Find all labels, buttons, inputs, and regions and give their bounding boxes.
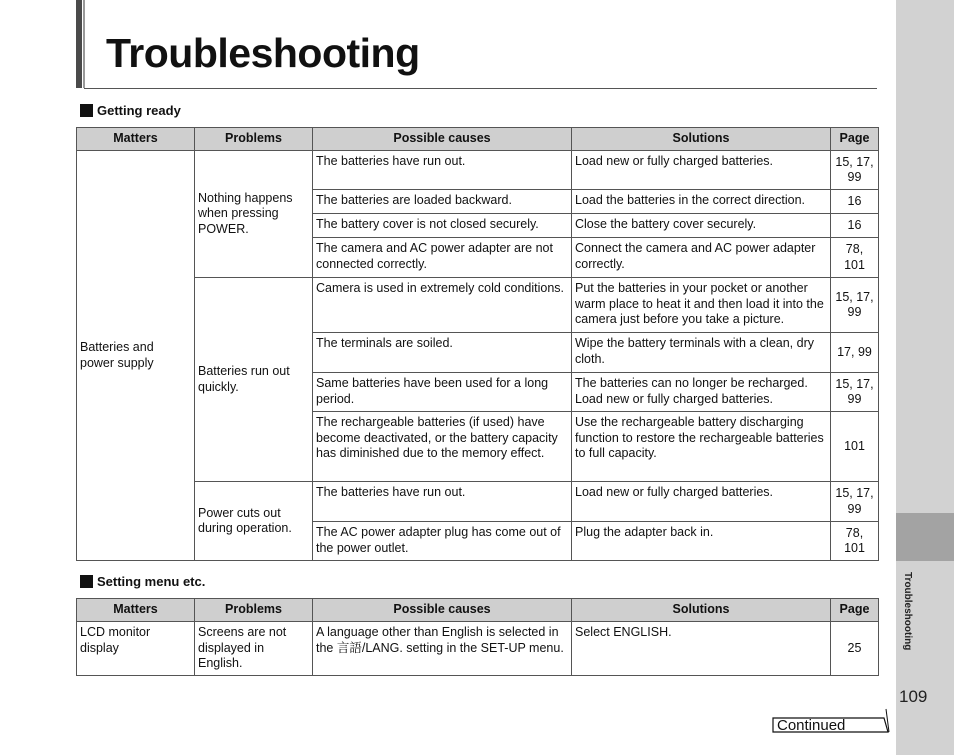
page-cell: 101: [831, 412, 879, 482]
cause-cell: The AC power adapter plug has come out of the power outlet.: [313, 522, 572, 561]
cause-cell: The batteries are loaded backward.: [313, 190, 572, 214]
table-row: [77, 278, 879, 333]
solution-cell: The batteries can no longer be recharged. Load new or fully charged batteries.: [572, 373, 831, 412]
page-cell: 15, 17, 99: [831, 482, 879, 522]
solution-cell: Load new or fully charged batteries.: [572, 482, 831, 522]
page-cell: 16: [831, 190, 879, 214]
section-title: Getting ready: [97, 103, 181, 118]
side-section-label: Troubleshooting: [902, 572, 913, 651]
table-header-row: [77, 128, 879, 151]
page-cell: 15, 17, 99: [831, 278, 879, 333]
square-bullet-icon: [80, 575, 93, 588]
page-cell: 15, 17, 99: [831, 151, 879, 190]
page-cell: 25: [831, 622, 879, 676]
page-cell: 78, 101: [831, 238, 879, 278]
header-page: Page: [831, 599, 879, 622]
problem-cell: Power cuts out during operation.: [195, 482, 313, 561]
page-number: 109: [899, 687, 928, 706]
solution-cell: Load new or fully charged batteries.: [572, 151, 831, 190]
cause-cell: Same batteries have been used for a long period.: [313, 373, 572, 412]
cause-cell: The battery cover is not closed securely.: [313, 214, 572, 238]
table-row: [77, 482, 879, 522]
table-row: [77, 622, 879, 676]
getting-ready-table: [76, 127, 879, 561]
page-cell: 17, 99: [831, 333, 879, 373]
page-cell: 78, 101: [831, 522, 879, 561]
header-possible-causes: Possible causes: [313, 599, 572, 622]
solution-cell: Plug the adapter back in.: [572, 522, 831, 561]
problem-cell: Batteries run out quickly.: [195, 278, 313, 482]
matter-cell: LCD monitor display: [77, 622, 195, 676]
header-problems: Problems: [195, 599, 313, 622]
header-problems: Problems: [195, 128, 313, 151]
header-solutions: Solutions: [572, 599, 831, 622]
cause-cell: The terminals are soiled.: [313, 333, 572, 373]
cause-cell: Camera is used in extremely cold conditions.: [313, 278, 572, 333]
problem-cell: Screens are not displayed in English.: [195, 622, 313, 676]
section-tab-marker: [896, 513, 954, 561]
cause-cell: The batteries have run out.: [313, 482, 572, 522]
solution-cell: Use the rechargeable battery discharging function to restore the rechargeable batteries to full capacity.: [572, 412, 831, 482]
continued-label: Continued: [777, 717, 846, 734]
solution-cell: Connect the camera and AC power adapter correctly.: [572, 238, 831, 278]
section-title: Setting menu etc.: [97, 574, 206, 589]
table-header-row: [77, 599, 879, 622]
section-heading-setting-menu: [80, 574, 205, 589]
title-rule: [84, 88, 877, 89]
header-solutions: Solutions: [572, 128, 831, 151]
title-accent-line: [83, 0, 85, 88]
cause-cell: The batteries have run out.: [313, 151, 572, 190]
cause-cell: The rechargeable batteries (if used) have become deactivated, or the battery capacity has diminished due to the memory effect.: [313, 412, 572, 482]
solution-cell: Wipe the battery terminals with a clean, dry cloth.: [572, 333, 831, 373]
continued-badge: [772, 708, 890, 734]
header-possible-causes: Possible causes: [313, 128, 572, 151]
solution-cell: Put the batteries in your pocket or another warm place to heat it and then load it into the camera just before you take a picture.: [572, 278, 831, 333]
matter-cell: Batteries and power supply: [77, 151, 195, 561]
setting-menu-table: [76, 598, 879, 676]
cause-cell: The camera and AC power adapter are not connected correctly.: [313, 238, 572, 278]
table-row: [77, 151, 879, 190]
solution-cell: Load the batteries in the correct direction.: [572, 190, 831, 214]
solution-cell: Select ENGLISH.: [572, 622, 831, 676]
section-heading-getting-ready: [80, 103, 181, 118]
cause-cell: A language other than English is selected in the 言語/LANG. setting in the SET-UP menu.: [313, 622, 572, 676]
solution-cell: Close the battery cover securely.: [572, 214, 831, 238]
page-cell: 15, 17, 99: [831, 373, 879, 412]
page-cell: 16: [831, 214, 879, 238]
title-accent-bar: [76, 0, 82, 88]
square-bullet-icon: [80, 104, 93, 117]
page-title: Troubleshooting: [106, 30, 420, 76]
header-matters: Matters: [77, 599, 195, 622]
header-matters: Matters: [77, 128, 195, 151]
problem-cell: Nothing happens when pressing POWER.: [195, 151, 313, 278]
header-page: Page: [831, 128, 879, 151]
